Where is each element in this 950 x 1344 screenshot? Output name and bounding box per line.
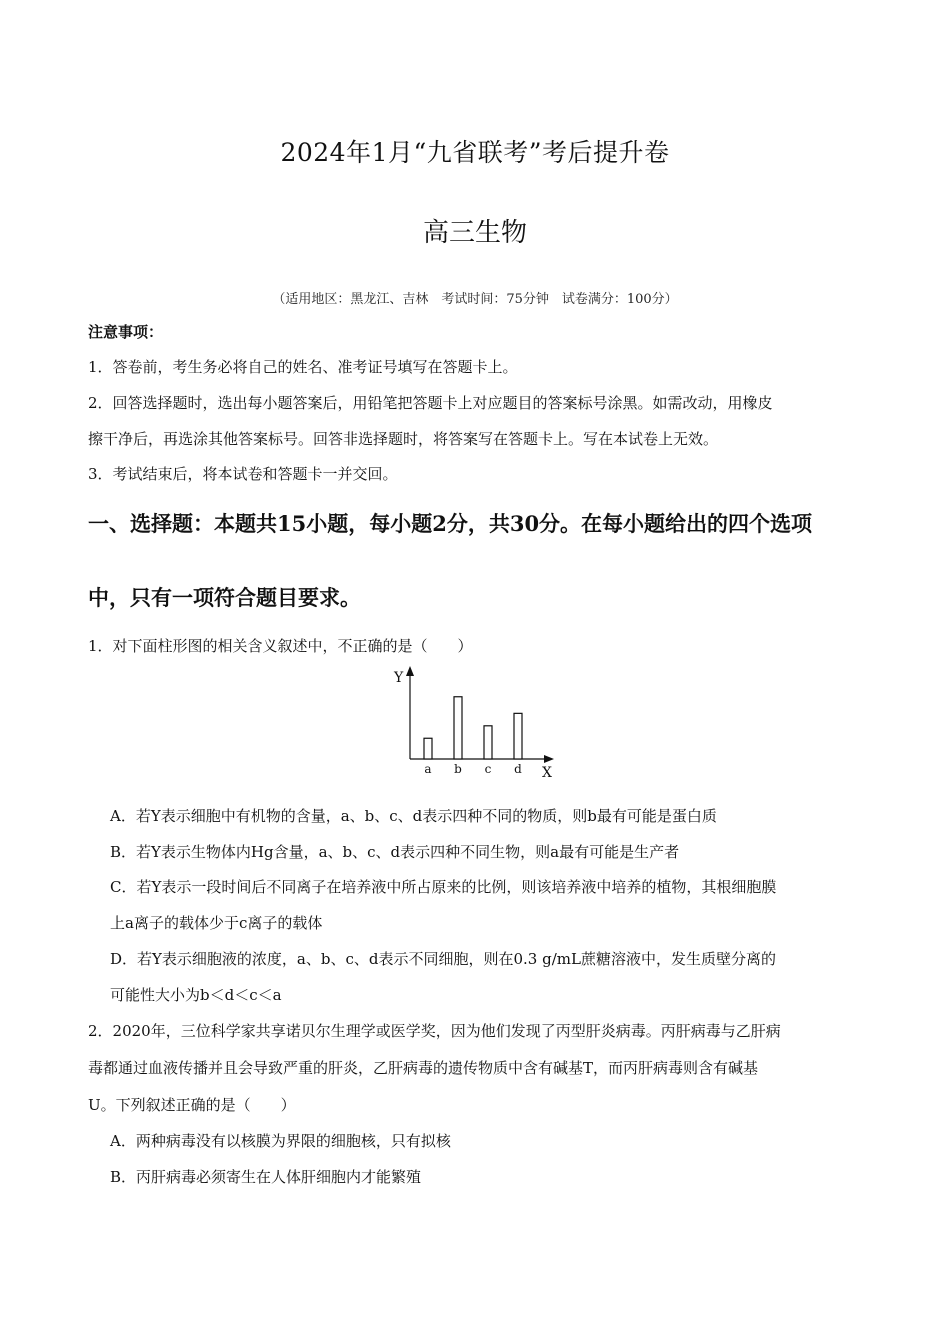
q1-option-d-cont: 可能性大小为b＜d＜c＜a (110, 986, 282, 1004)
y-axis-arrow (406, 666, 414, 676)
bar-d (514, 713, 522, 759)
x-axis-label: X (542, 765, 552, 781)
x-axis-arrow (544, 755, 554, 763)
notice-item-3: 3．考试结束后，将本试卷和答题卡一并交回。 (88, 465, 398, 483)
exam-title: 2024年1月“九省联考”考后提升卷 (280, 138, 670, 167)
bar-a (424, 738, 432, 759)
q1-stem: 1．对下面柱形图的相关含义叙述中，不正确的是（ ） (88, 637, 473, 655)
y-axis-label: Y (394, 670, 404, 686)
bar-c (484, 726, 492, 759)
chart-axes (393, 666, 554, 781)
notice-heading: 注意事项： (88, 323, 164, 341)
q1-option-a[interactable]: A．若Y表示细胞中有机物的含量，a、b、c、d表示四种不同的物质，则b最有可能是蛋白质 (110, 807, 717, 825)
bar-chart (380, 662, 570, 786)
notice-item-2: 2．回答选择题时，选出每小题答案后，用铅笔把答题卡上对应题目的答案标号涂黑。如需改动，用橡皮 (88, 394, 773, 412)
q2-stem-cont-1: 毒都通过血液传播并且会导致严重的肝炎，乙肝病毒的遗传物质中含有碱基T，而丙肝病毒则含有碱基 (88, 1059, 759, 1077)
q2-stem: 2．2020年，三位科学家共享诺贝尔生理学或医学奖，因为他们发现了丙型肝炎病毒。丙肝病毒与乙肝病 (88, 1022, 781, 1040)
q2-option-a[interactable]: A．两种病毒没有以核膜为界限的细胞核，只有拟核 (110, 1132, 451, 1150)
section-heading-cont: 中，只有一项符合题目要求。 (88, 585, 361, 610)
q1-option-d[interactable]: D．若Y表示细胞液的浓度，a、b、c、d表示不同细胞，则在0.3 g/mL蔗糖溶液中，发生质壁分离的 (110, 950, 776, 968)
bars (424, 697, 522, 759)
tick-label-d: d (514, 762, 522, 776)
tick-label-b: b (454, 762, 462, 776)
exam-meta: （适用地区：黑龙江、吉林 考试时间：75分钟 试卷满分：100分） (272, 292, 678, 307)
tick-label-c: c (484, 762, 492, 776)
notice-item-2-cont: 擦干净后，再选涂其他答案标号。回答非选择题时，将答案写在答题卡上。写在本试卷上无效。 (88, 430, 719, 448)
tick-labels (424, 762, 522, 776)
q2-stem-cont-2: U。下列叙述正确的是（ ） (88, 1096, 296, 1114)
notice-item-1: 1．答卷前，考生务必将自己的姓名、准考证号填写在答题卡上。 (88, 358, 518, 376)
q2-option-b[interactable]: B．丙肝病毒必须寄生在人体肝细胞内才能繁殖 (110, 1168, 422, 1186)
q1-option-c[interactable]: C．若Y表示一段时间后不同离子在培养液中所占原来的比例，则该培养液中培养的植物，其根细胞膜 (110, 878, 777, 896)
q1-option-c-cont: 上a离子的载体少于c离子的载体 (110, 914, 323, 932)
section-heading: 一、选择题：本题共15小题，每小题2分，共30分。在每小题给出的四个选项 (88, 511, 813, 536)
bar-b (454, 697, 462, 759)
tick-label-a: a (424, 762, 432, 776)
q1-option-b[interactable]: B．若Y表示生物体内Hg含量，a、b、c、d表示四种不同生物，则a最有可能是生产者 (110, 843, 680, 861)
subject-title: 高三生物 (422, 218, 527, 248)
